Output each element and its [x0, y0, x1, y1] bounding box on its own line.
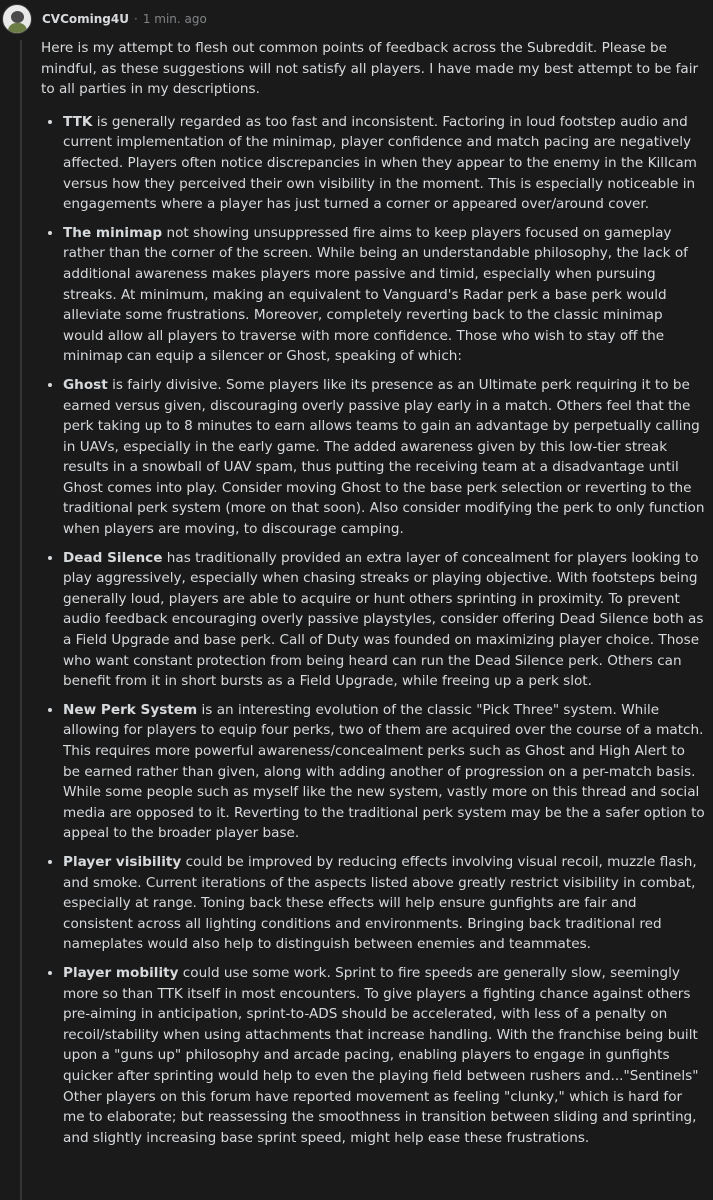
list-item-text: not showing unsuppressed fire aims to keep players focused on gameplay rather than the corner of the screen. While being an understandable philosophy, the lack of additional awareness makes players more passive and timid, especially when pursuing streaks. At minimum, making an equivalent to Vanguard's Radar perk a base perk would alleviate some frustrations. Moreover, completely reverting back to the classic minimap would allow all players to traverse with more confidence. Those who wish to stay off the minimap can equip a silencer or Ghost, speaking of which: [63, 224, 688, 365]
feedback-list [41, 112, 706, 1149]
list-item-text: is an interesting evolution of the classic "Pick Three" system. While allowing for players to equip four perks, two of them are acquired over the course of a match. This requires more powerful awareness/concealment perks such as Ghost and High Alert to be earned rather than given, along with adding another of progression on a per-match basis. While some people such as myself like the new system, vastly more on this thread and social media are opposed to it. Reverting to the traditional perk system may be the a safer option to appeal to the broader player base. [63, 701, 705, 842]
list-item-player-mobility [63, 963, 706, 1148]
list-item-title: New Perk System [63, 701, 198, 718]
list-item-ttk [63, 112, 706, 215]
list-item-text: has traditionally provided an extra layer of concealment for players looking to play aggressively, especially when chasing streaks or playing objective. With footsteps being generally loud, players are able to acquire or hunt others sprinting in proximity. To prevent audio feedback encouraging overly passive playstyles, consider offering Dead Silence both as a Field Upgrade and base perk. Call of Duty was founded on maximizing player choice. Those who want constant protection from being heard can run the Dead Silence perk. Others can benefit from it in short bursts as a Field Upgrade, while freeing up a perk slot. [63, 549, 704, 690]
comment-header [2, 4, 207, 34]
list-item-title: Player visibility [63, 853, 182, 870]
list-item-title: Player mobility [63, 964, 179, 981]
avatar-head [11, 11, 24, 23]
intro-paragraph: Here is my attempt to flesh out common points of feedback across the Subreddit. Please be mindful, as these suggestions will not satisfy all players. I have made my best attempt to be fair to all parties in my descriptions. [41, 40, 699, 98]
list-item-text: could be improved by reducing effects involving visual recoil, muzzle flash, and smoke. Current iterations of the aspects listed above greatly restrict visibility in combat, especially at range. Toning back these effects will help ensure gunfights are fair and consistent across all lighting conditions and environments. Bringing back traditional red nameplates would also help to distinguish between enemies and teammates. [63, 853, 697, 953]
list-item-text: is generally regarded as too fast and inconsistent. Factoring in loud footstep audio and current implementation of the minimap, player confidence and match pacing are negatively affected. Players often notice discrepancies in when they appear to the enemy in the Killcam versus how they perceived their own visibility in the moment. This is especially noticeable in engagements where a player has just turned a corner or appeared over/around cover. [63, 113, 697, 213]
list-item-minimap [63, 223, 706, 367]
list-item-ghost [63, 375, 706, 540]
avatar[interactable] [2, 4, 32, 34]
list-item-dead-silence [63, 548, 706, 692]
list-item-text: could use some work. Sprint to fire speeds are generally slow, seemingly more so than TTK itself in most encounters. To give players a fighting chance against others pre-aiming in anticipation, sprint-to-ADS should be accelerated, with less of a penalty on recoil/stability when using attachments that increase handling. With the franchise being built upon a "guns up" philosophy and arcade pacing, enabling players to engage in gunfights quicker after sprinting would help to even the playing field between rushers and..."Sentinels" [63, 964, 699, 1084]
list-item-title: The minimap [63, 224, 163, 241]
list-item-text: is fairly divisive. Some players like its presence as an Ultimate perk requiring it to be earned versus given, discouraging overly passive play early in a match. Others feel that the perk taking up to 8 minutes to earn allows teams to gain an advantage by perpetually calling in UAVs, especially in the early game. The added awareness given by this low-tier streak results in a snowball of UAV spam, thus putting the receiving team at a disadvantage until Ghost comes into play. Consider moving Ghost to the base perk selection or reverting to the traditional perk system (more on that soon). Also consider modifying the perk to only function when players are moving, to discourage camping. [63, 376, 705, 538]
list-item-title: TTK [63, 113, 93, 130]
list-item-extra-text: Other players on this forum have reported movement as feeling "clunky," which is hard for me to elaborate; but reassessing the smoothness in transition between sliding and sprinting, and slightly increasing base sprint speed, might help ease these frustrations. [63, 1088, 697, 1146]
list-item-player-visibility [63, 852, 706, 955]
list-item-title: Ghost [63, 376, 108, 393]
comment-body [41, 38, 706, 1156]
avatar-body [8, 23, 27, 34]
thread-line[interactable] [20, 40, 22, 1200]
list-item-new-perk-system [63, 700, 706, 844]
list-item-title: Dead Silence [63, 549, 163, 566]
timestamp[interactable]: 1 min. ago [142, 12, 207, 26]
separator-dot: · [134, 12, 138, 26]
username-link[interactable]: CVComing4U [42, 12, 129, 26]
